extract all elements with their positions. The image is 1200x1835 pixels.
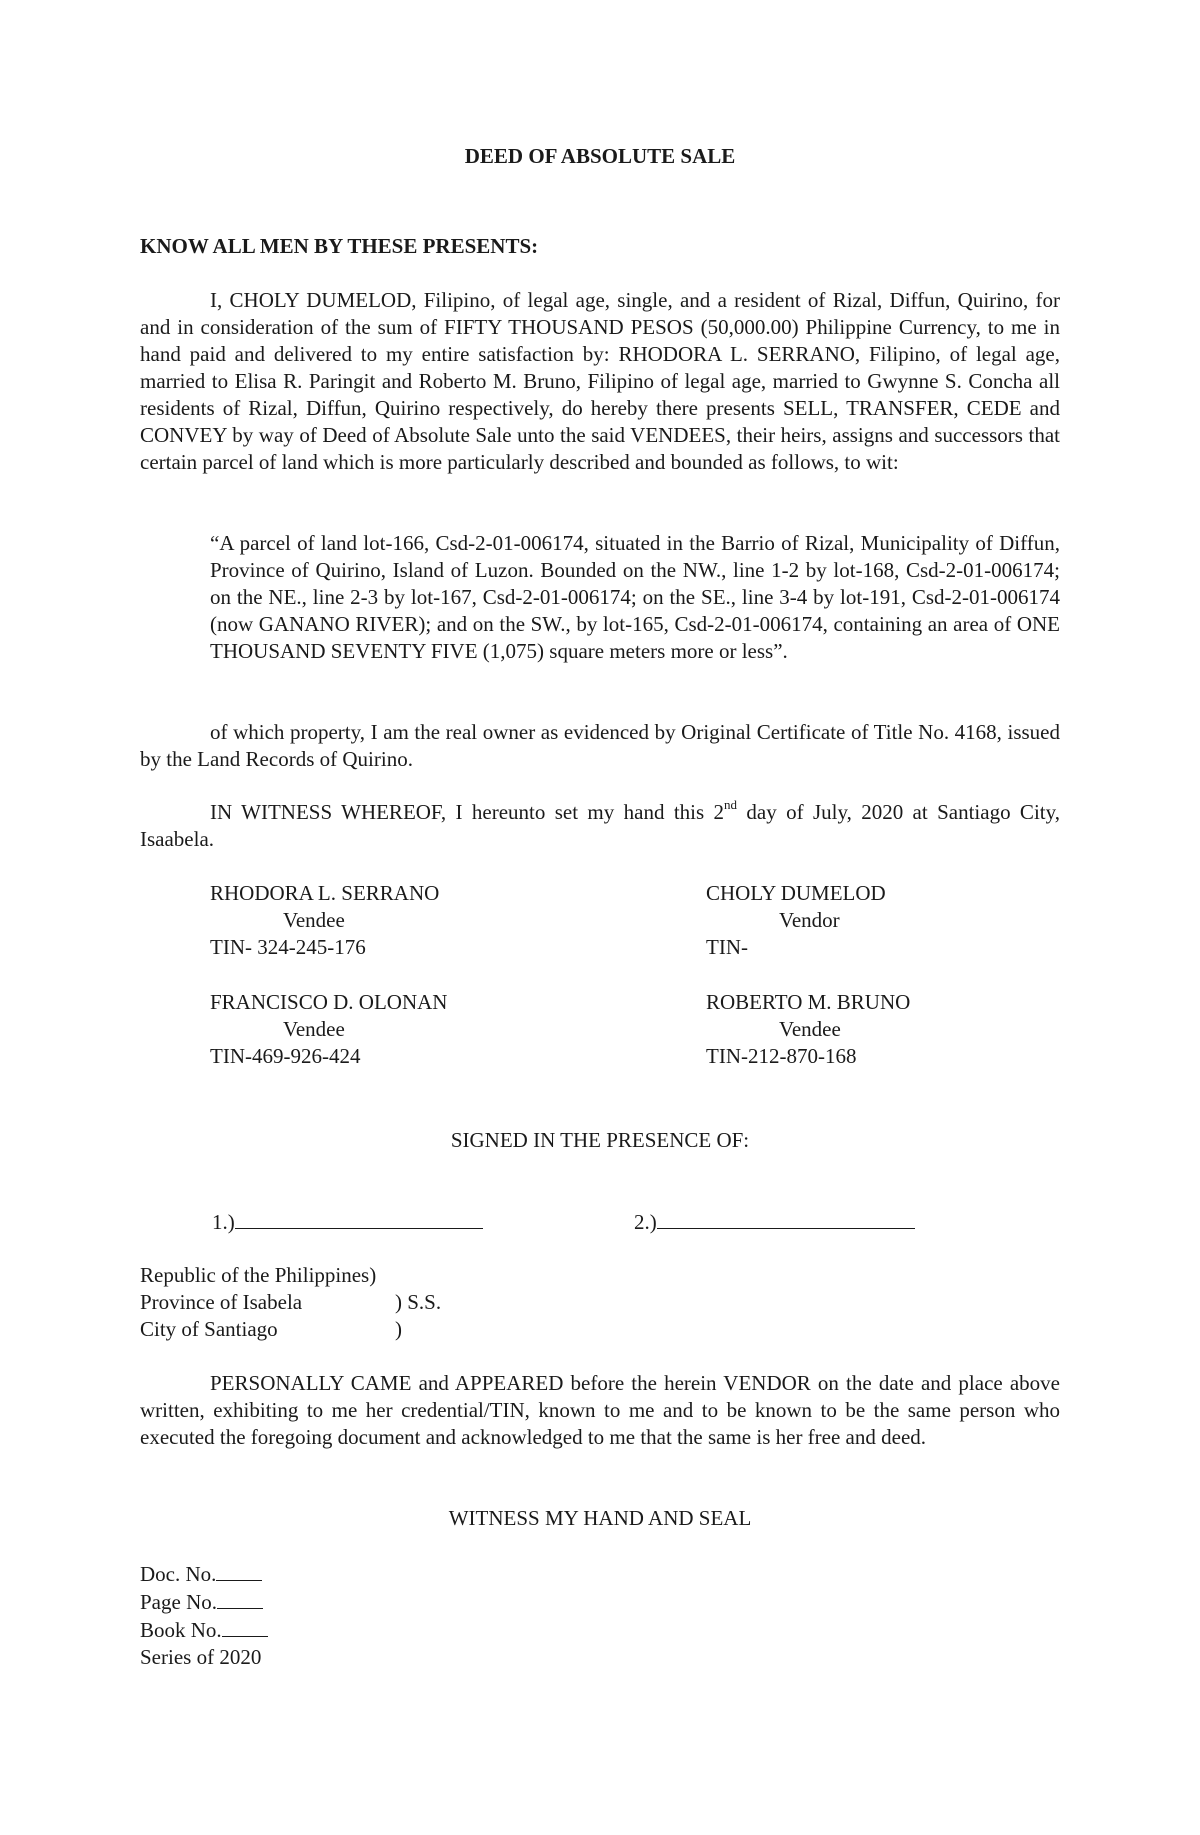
signatory-name: RHODORA L. SERRANO (210, 881, 440, 905)
book-number-label: Book No. (140, 1618, 222, 1642)
page-number-label: Page No. (140, 1590, 217, 1614)
ownership-paragraph: of which property, I am the real owner as evidenced by Original Certificate of Title No. 4168, issued by the Land Records of Quirino. (140, 720, 1060, 771)
signatory-tin: TIN-469-926-424 (210, 1044, 361, 1068)
signatory-tin: TIN- (706, 935, 748, 959)
opening-paragraph: I, CHOLY DUMELOD, Filipino, of legal age, single, and a resident of Rizal, Diffun, Quirino, for and in consideration of the sum of FIFTY THOUSAND PESOS (50,000.00) Philippine Currency, to me in hand paid and delivered to my entire satisfaction by: RHODORA L. SERRANO, Filipino, of legal age, married to Elisa R. Paringit and Roberto M. Bruno, Filipino of legal age, married to Gwynne S. Concha all residents of Rizal, Diffun, Quirino respectively, do hereby there presents SELL, TRANSFER, CEDE and CONVEY by way of Deed of Absolute Sale unto the said VENDEES, their heirs, assigns and successors that certain parcel of land which is more particularly described and bounded as follows, to wit: (140, 288, 1060, 474)
doc-number-blank (216, 1560, 262, 1581)
venue-republic: Republic of the Philippines) (140, 1263, 377, 1287)
witness-2-label: 2.) (634, 1210, 657, 1234)
presence-heading: SIGNED IN THE PRESENCE OF: (450, 1128, 750, 1152)
seal-heading: WITNESS MY HAND AND SEAL (448, 1506, 752, 1530)
signatory-role: Vendee (283, 908, 345, 932)
venue-city-mark: ) (395, 1317, 402, 1341)
date-ordinal-suffix: nd (724, 797, 738, 812)
signatory-role: Vendee (283, 1017, 345, 1041)
venue-block (140, 1262, 540, 1343)
witness-2-signature-blank (657, 1208, 915, 1229)
acknowledgment-paragraph: PERSONALLY CAME and APPEARED before the herein VENDOR on the date and place above written, exhibiting to me her credential/TIN, known to me and to be known to be the same person who executed the foregoing document and acknowledged to me that the same is her free and deed. (140, 1371, 1060, 1449)
signatory-block (706, 880, 1106, 961)
doc-number-label: Doc. No. (140, 1562, 217, 1586)
page-number-line (140, 1588, 268, 1616)
witness-2-line (634, 1208, 915, 1236)
witness-1-line (212, 1208, 483, 1236)
document-title: DEED OF ABSOLUTE SALE (464, 144, 736, 168)
signatory-role: Vendee (779, 1017, 841, 1041)
signatory-name: CHOLY DUMELOD (706, 881, 886, 905)
witness-text-after: day of July, 2020 at Santiago City, Isaabela. (140, 800, 1060, 851)
signatory-block (210, 880, 610, 961)
venue-province-name: Province of Isabela (140, 1290, 303, 1314)
venue-city (140, 1316, 540, 1343)
preamble-heading: KNOW ALL MEN BY THESE PRESENTS: (140, 234, 539, 258)
venue-province (140, 1289, 540, 1316)
signatory-block (210, 989, 610, 1070)
venue-city-name: City of Santiago (140, 1317, 278, 1341)
witness-whereof-paragraph (140, 799, 1060, 853)
doc-number-line (140, 1560, 268, 1588)
signatory-tin: TIN- 324-245-176 (210, 935, 366, 959)
property-description: “A parcel of land lot-166, Csd-2-01-006174, situated in the Barrio of Rizal, Municipality of Diffun, Province of Quirino, Island of Luzon. Bounded on the NW., line 1-2 by lot-168, Csd-2-01-006174; on the NE., line 2-3 by lot-167, Csd-2-01-006174; on the SE., line 3-4 by lot-191, Csd-2-01-006174 (now GANANO RIVER); and on the SW., by lot-165, Csd-2-01-006174, containing an area of ONE THOUSAND SEVENTY FIVE (1,075) square meters more or less”. (210, 531, 1060, 663)
signatory-tin: TIN-212-870-168 (706, 1044, 857, 1068)
signatory-block (706, 989, 1106, 1070)
venue-ss-mark: ) S.S. (395, 1290, 442, 1314)
series-line: Series of 2020 (140, 1645, 262, 1669)
witness-text-before: IN WITNESS WHEREOF, I hereunto set my hand this 2 (210, 800, 725, 824)
witness-1-signature-blank (235, 1208, 483, 1229)
signatory-role: Vendor (779, 908, 840, 932)
signatory-name: ROBERTO M. BRUNO (706, 990, 911, 1014)
page-number-blank (217, 1588, 263, 1609)
notarial-register (140, 1560, 268, 1671)
book-number-line (140, 1616, 268, 1644)
book-number-blank (222, 1616, 268, 1637)
witness-1-label: 1.) (212, 1210, 235, 1234)
signatory-name: FRANCISCO D. OLONAN (210, 990, 448, 1014)
